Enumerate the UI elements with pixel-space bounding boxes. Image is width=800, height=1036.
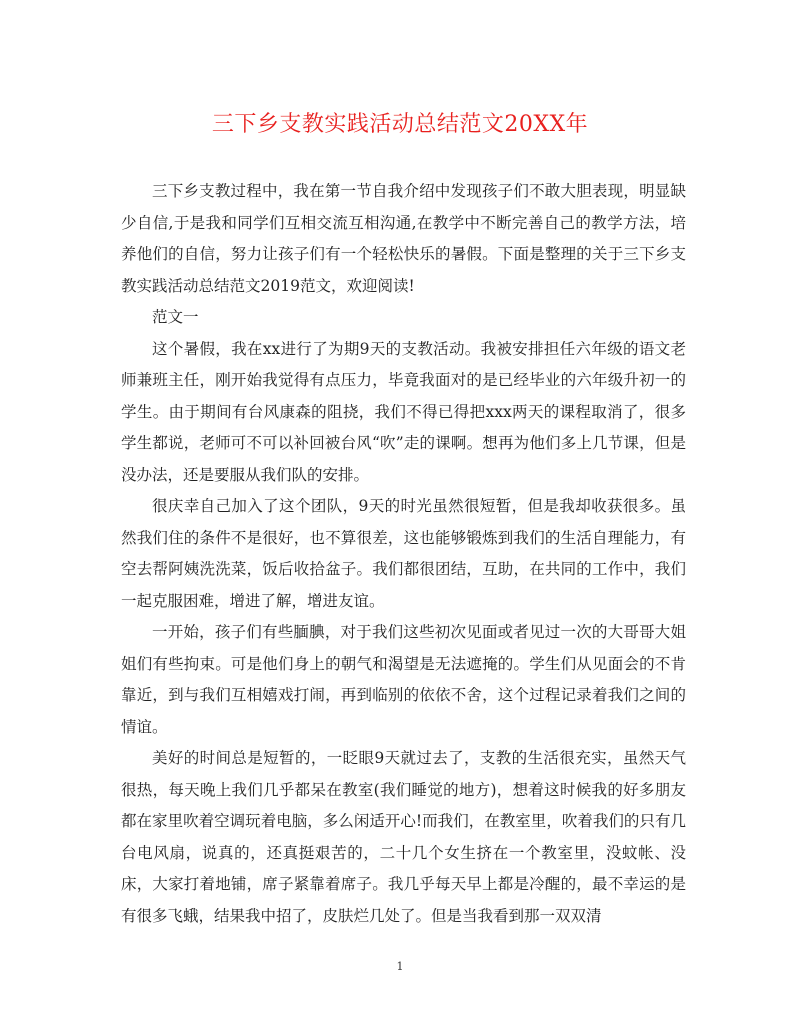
body-paragraph: 很庆幸自己加入了这个团队，9天的时光虽然很短暂，但是我却收获很多。虽然我们住的条件不是很好，也不算很差，这也能够锻炼到我们的生活自理能力，有空去帮阿姨洗洗菜，饭后收拾盆子。我们都很团结，互助，在共同的工作中，我们一起克服困难，增进了解，增进友谊。 (121, 497, 686, 610)
body-paragraph: 一开始，孩子们有些腼腆，对于我们这些初次见面或者见过一次的大哥哥大姐姐们有些拘束。可是他们身上的朝气和渴望是无法遮掩的。学生们从见面会的不肯靠近，到与我们互相嬉戏打闹，再到临别的依依不舍，这个过程记录着我们之间的情谊。 (121, 623, 686, 736)
body-paragraph: 这个暑假，我在xx进行了为期9天的支教活动。我被安排担任六年级的语文老师兼班主任，刚开始我觉得有点压力，毕竟我面对的是已经毕业的六年级升初一的学生。由于期间有台风康森的阻挠，我们不得已得把xxx两天的课程取消了，很多学生都说，老师可不可以补回被台风“吹”走的课啊。想再为他们多上几节课，但是没办法，还是要服从我们队的安排。 (121, 339, 686, 484)
body-paragraph: 美好的时间总是短暂的，一眨眼9天就过去了，支教的生活很充实，虽然天气很热，每天晚上我们几乎都呆在教室(我们睡觉的地方)，想着这时候我的好多朋友都在家里吹着空调玩着电脑，多么闲适开心!而我们，在教室里，吹着我们的只有几台电风扇，说真的，还真挺艰苦的，二十几个女生挤在一个教室里，没蚊帐、没床，大家打着地铺，席子紧靠着席子。我几乎每天早上都是冷醒的，最不幸运的是有很多飞蛾，结果我中招了，皮肤烂几处了。但是当我看到那一双双清 (121, 749, 686, 925)
document-title: 三下乡支教实践活动总结范文20XX年 (211, 112, 589, 137)
intro-paragraph: 三下乡支教过程中，我在第一节自我介绍中发现孩子们不敢大胆表现，明显缺少自信,于是我和同学们互相交流互相沟通,在教学中不断完善自己的教学方法，培养他们的自信，努力让孩子们有一个轻松快乐的暑假。下面是整理的关于三下乡支教实践活动总结范文2019范文，欢迎阅读! (121, 182, 686, 295)
document-body (121, 176, 686, 932)
section-heading: 范文一 (152, 308, 199, 326)
page-number: 1 (396, 960, 404, 973)
